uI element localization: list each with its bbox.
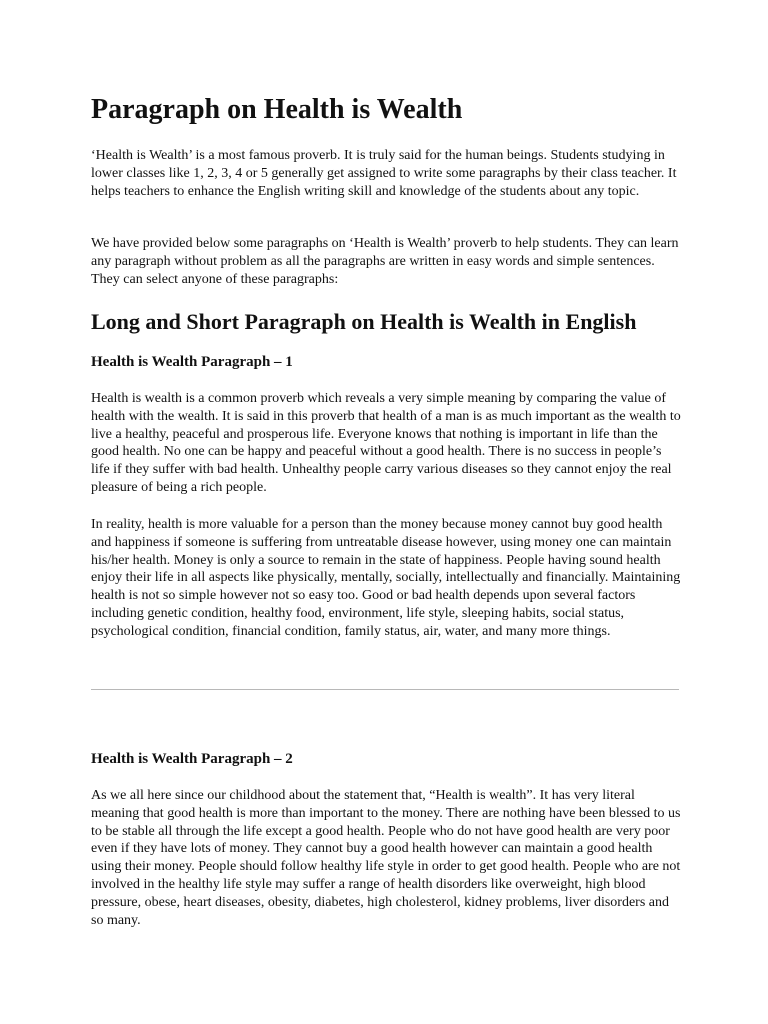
page-title: Paragraph on Health is Wealth bbox=[91, 94, 463, 125]
section-divider bbox=[91, 689, 679, 690]
paragraph-2-text-1: As we all here since our childhood about the statement that, “Health is wealth”. It has very literal meaning that good health is more than important to the money. There are nothing have been blessed to us to be stable all through the life except a good health. People who do not have good health are very poor even if they have lots of money. They cannot buy a good health however can maintain a good health using their money. People should follow healthy life style in order to get good health. People who are not involved in the healthy life style may suffer a range of health disorders like overweight, high blood pressure, obese, heart diseases, obesity, diabetes, high cholesterol, kidney problems, liver disorders and so many. bbox=[91, 788, 681, 928]
paragraph-1-text-2: In reality, health is more valuable for a person than the money because money cannot buy good health and happiness if someone is suffering from untreatable disease however, using money one can maintain his/her health. Money is only a source to remain in the state of happiness. People having sound health enjoy their life in all aspects like physically, mentally, socially, intellectually and financially. Maintaining health is not so simple however not so easy too. Good or bad health depends upon several factors including genetic condition, healthy food, environment, life style, sleeping habits, social status, psychological condition, financial condition, family status, air, water, and many more things. bbox=[91, 517, 681, 639]
section-heading: Long and Short Paragraph on Health is Wealth in English bbox=[91, 309, 637, 334]
paragraph-1-heading: Health is Wealth Paragraph – 1 bbox=[91, 354, 293, 370]
intro-paragraph-2: We have provided below some paragraphs on ‘Health is Wealth’ proverb to help students. They can learn any paragraph without problem as all the paragraphs are written in easy words and simple sentences. They can select anyone of these paragraphs: bbox=[91, 236, 679, 287]
intro-paragraph-1: ‘Health is Wealth’ is a most famous proverb. It is truly said for the human beings. Students studying in lower classes like 1, 2, 3, 4 or 5 generally get assigned to write some paragraphs by their class teacher. It helps teachers to enhance the English writing skill and knowledge of the students about any topic. bbox=[91, 148, 677, 199]
paragraph-2-heading: Health is Wealth Paragraph – 2 bbox=[91, 751, 293, 767]
paragraph-1-text-1: Health is wealth is a common proverb which reveals a very simple meaning by comparing the value of health with the wealth. It is said in this proverb that health of a man is as much important as the wealth to live a healthy, peaceful and prosperous life. Everyone knows that nothing is important in life than the good health. No one can be happy and peaceful without a good health. There is no success in people’s life if they suffer with bad health. Unhealthy people carry various diseases so they cannot enjoy the real pleasure of being a rich people. bbox=[91, 391, 681, 495]
